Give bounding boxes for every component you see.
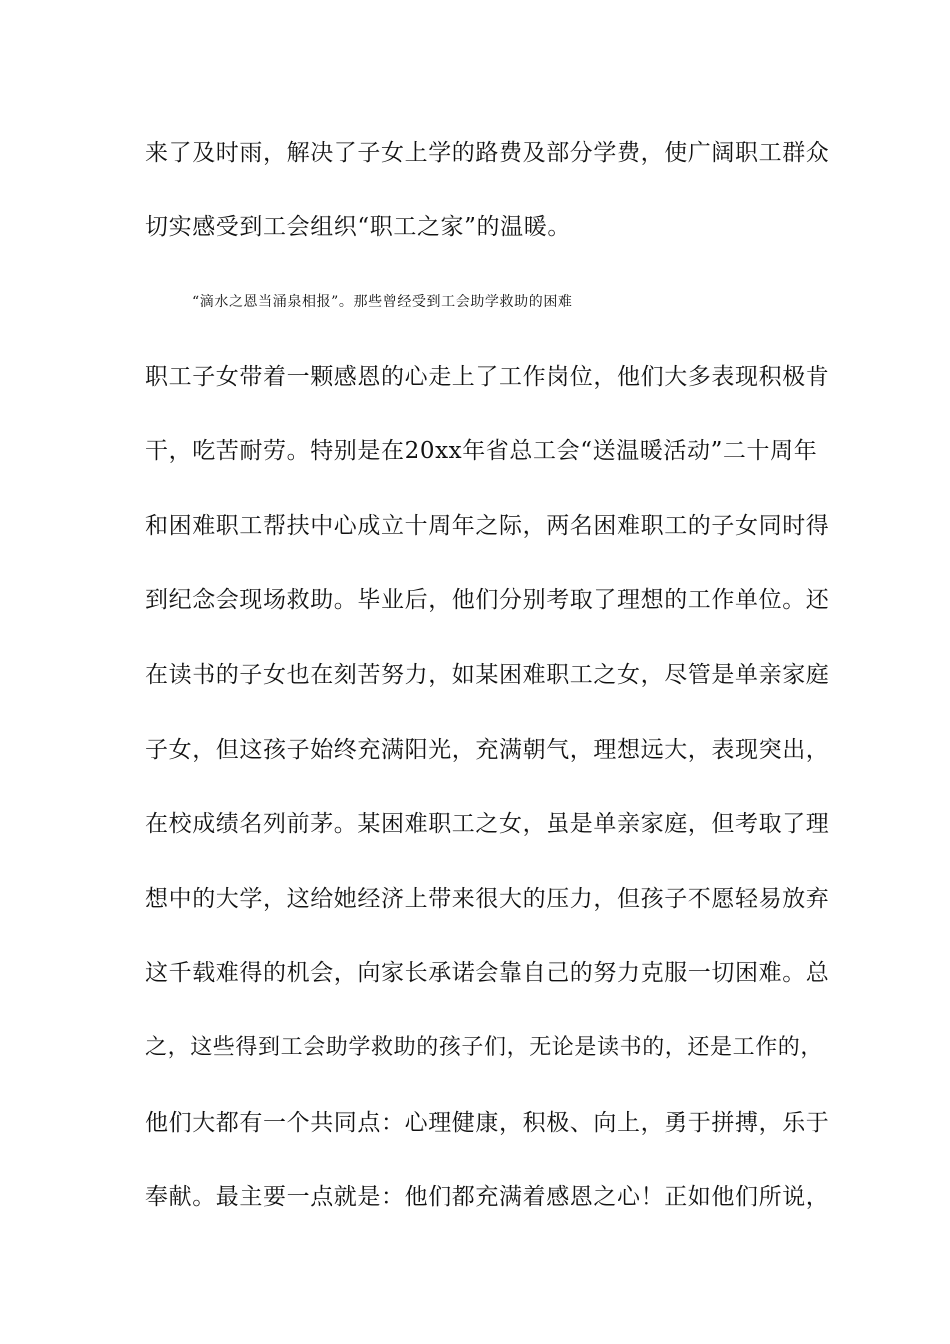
text-line: 在校成绩名列前茅。某困难职工之女，虽是单亲家庭，但考取了理	[145, 811, 830, 837]
text-line: 职工子女带着一颗感恩的心走上了工作岗位，他们大多表现积极肯	[145, 364, 830, 390]
text-line: 他们大都有一个共同点：心理健康，积极、向上，勇于拼搏，乐于	[145, 1110, 830, 1136]
text-line: 来了及时雨，解决了子女上学的路费及部分学费，使广阔职工群众	[145, 140, 830, 166]
text-line: 切实感受到工会组织“职工之家”的温暖。	[145, 214, 571, 240]
text-line: 之，这些得到工会助学救助的孩子们，无论是读书的，还是工作的，	[145, 1035, 824, 1060]
text-line: 和困难职工帮扶中心成立十周年之际，两名困难职工的子女同时得	[145, 513, 830, 539]
text-line: 子女，但这孩子始终充满阳光，充满朝气，理想远大，表现突出，	[145, 737, 830, 763]
text-line: 到纪念会现场救助。毕业后，他们分别考取了理想的工作单位。还	[145, 587, 830, 613]
paragraph-start-line: “滴水之恩当涌泉相报”。那些曾经受到工会助学救助的困难	[192, 294, 573, 310]
text-line: 这千载难得的机会，向家长承诺会靠自己的努力克服一切困难。总	[145, 960, 830, 986]
text-line: 在读书的子女也在刻苦努力，如某困难职工之女，尽管是单亲家庭	[145, 662, 830, 688]
text-line: 干，吃苦耐劳。特别是在20xx年省总工会“送温暖活动”二十周年	[145, 438, 818, 464]
text-line: 奉献。最主要一点就是：他们都充满着感恩之心！正如他们所说，	[145, 1184, 830, 1210]
text-line: 想中的大学，这给她经济上带来很大的压力，但孩子不愿轻易放弃	[145, 886, 830, 912]
